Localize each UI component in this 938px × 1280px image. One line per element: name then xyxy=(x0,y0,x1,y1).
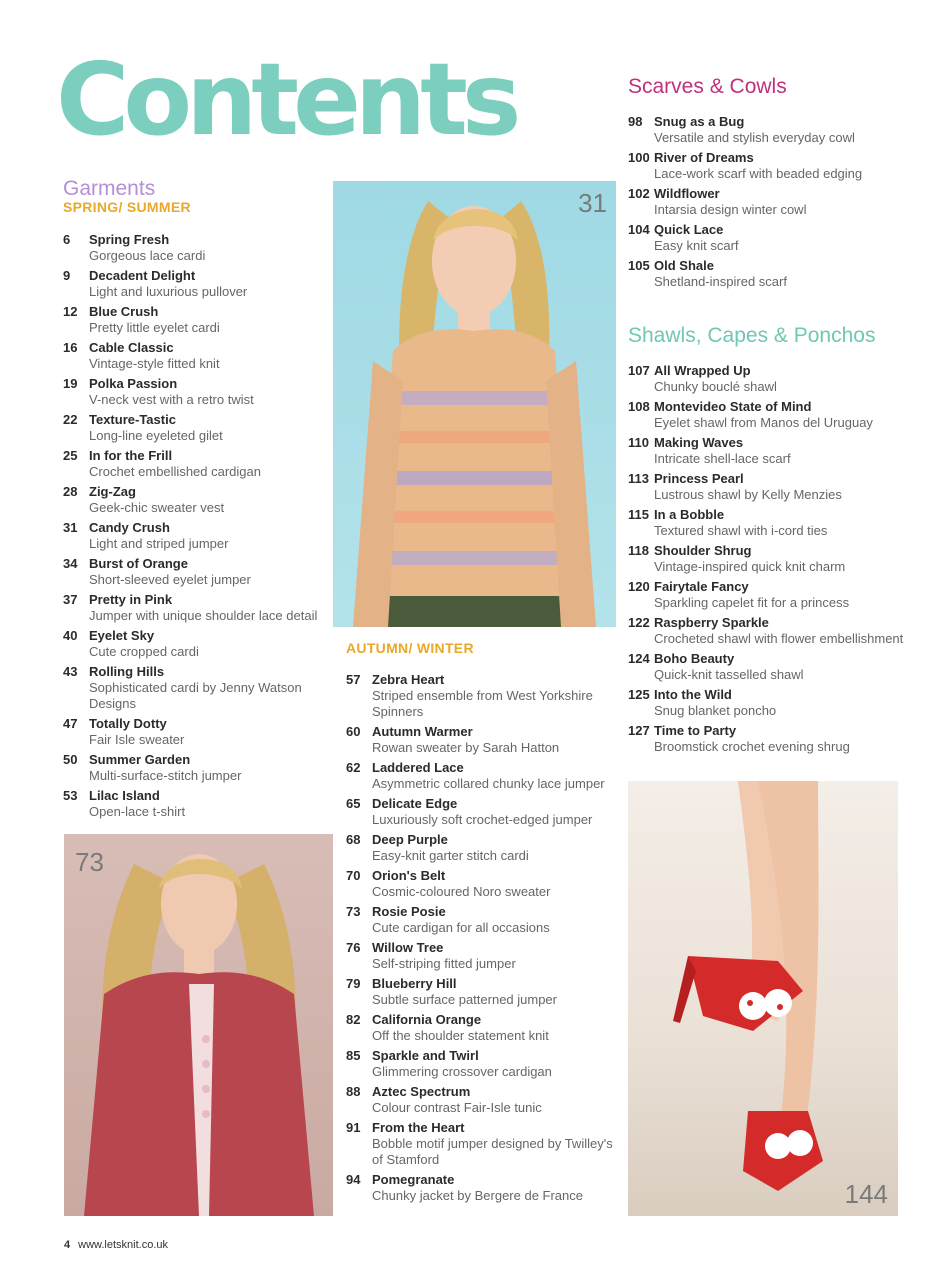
entry-page-number: 98 xyxy=(628,114,643,129)
entry-page-number: 65 xyxy=(346,796,361,811)
contents-entry[interactable] xyxy=(63,376,333,408)
entry-page-number: 57 xyxy=(346,672,361,687)
entry-page-number: 94 xyxy=(346,1172,361,1187)
contents-entry[interactable] xyxy=(346,1172,621,1204)
contents-entry[interactable] xyxy=(346,760,621,792)
contents-entry[interactable] xyxy=(63,412,333,444)
contents-entry[interactable] xyxy=(628,114,928,146)
contents-entry[interactable] xyxy=(346,1048,621,1080)
entry-description: Pretty little eyelet cardi xyxy=(89,320,220,335)
spring-summer-list xyxy=(63,232,333,824)
entry-page-number: 124 xyxy=(628,651,650,666)
entry-title: Sparkle and Twirl xyxy=(372,1048,479,1063)
contents-entry[interactable] xyxy=(346,724,621,756)
entry-description: Easy knit scarf xyxy=(654,238,739,253)
entry-title: Old Shale xyxy=(654,258,714,273)
entry-title: From the Heart xyxy=(372,1120,465,1135)
contents-entry[interactable] xyxy=(63,304,333,336)
entry-page-number: 127 xyxy=(628,723,650,738)
scarves-cowls-heading: Scarves & Cowls xyxy=(628,75,787,98)
entry-page-number: 28 xyxy=(63,484,78,499)
entry-page-number: 70 xyxy=(346,868,361,883)
contents-entry[interactable] xyxy=(63,788,333,820)
model-cardigan-illustration xyxy=(64,834,333,1216)
garments-heading: Garments xyxy=(63,177,156,200)
entry-page-number: 125 xyxy=(628,687,650,702)
entry-description: Light and striped jumper xyxy=(89,536,229,551)
entry-page-number: 118 xyxy=(628,543,649,558)
entry-description: Lustrous shawl by Kelly Menzies xyxy=(654,487,842,502)
entry-title: Pomegranate xyxy=(372,1172,455,1187)
contents-entry[interactable] xyxy=(63,592,333,624)
entry-title: Blue Crush xyxy=(89,304,159,319)
entry-page-number: 62 xyxy=(346,760,361,775)
scarves-cowls-list xyxy=(628,114,928,294)
entry-title: Wildflower xyxy=(654,186,720,201)
entry-page-number: 110 xyxy=(628,435,649,450)
entry-title: Pretty in Pink xyxy=(89,592,173,607)
photo-candy-crush xyxy=(333,181,616,627)
contents-entry[interactable] xyxy=(63,556,333,588)
entry-title: Rosie Posie xyxy=(372,904,446,919)
contents-entry[interactable] xyxy=(628,615,928,647)
entry-description: Sophisticated cardi by Jenny Watson Designs xyxy=(89,680,302,711)
contents-entry[interactable] xyxy=(628,435,928,467)
entry-page-number: 37 xyxy=(63,592,78,607)
entry-description: Colour contrast Fair-Isle tunic xyxy=(372,1100,542,1115)
contents-entry[interactable] xyxy=(628,222,928,254)
entry-description: Cosmic-coloured Noro sweater xyxy=(372,884,551,899)
entry-description: Open-lace t-shirt xyxy=(89,804,186,819)
entry-title: Totally Dotty xyxy=(89,716,167,731)
entry-page-number: 25 xyxy=(63,448,78,463)
contents-entry[interactable] xyxy=(63,520,333,552)
entry-description: Geek-chic sweater vest xyxy=(89,500,225,515)
entry-description: Intarsia design winter cowl xyxy=(654,202,807,217)
entry-page-number: 60 xyxy=(346,724,361,739)
entry-description: Fair Isle sweater xyxy=(89,732,185,747)
spring-summer-subheading: SPRING/ SUMMER xyxy=(63,199,191,215)
entry-page-number: 73 xyxy=(346,904,361,919)
entry-title: Into the Wild xyxy=(654,687,732,702)
shawls-capes-ponchos-list xyxy=(628,363,928,759)
contents-entry[interactable] xyxy=(628,471,928,503)
entry-title: Princess Pearl xyxy=(654,471,744,486)
entry-description: Jumper with unique shoulder lace detail xyxy=(89,608,318,623)
contents-entry[interactable] xyxy=(628,723,928,755)
entry-title: Shoulder Shrug xyxy=(654,543,752,558)
entry-description: Textured shawl with i-cord ties xyxy=(654,523,828,538)
contents-entry[interactable] xyxy=(628,186,928,218)
entry-title: Cable Classic xyxy=(89,340,174,355)
entry-title: Polka Passion xyxy=(89,376,178,391)
contents-entry[interactable] xyxy=(628,258,928,290)
entry-description: Gorgeous lace cardi xyxy=(89,248,206,263)
contents-entry[interactable] xyxy=(63,484,333,516)
entry-title: Snug as a Bug xyxy=(654,114,745,129)
contents-entry[interactable] xyxy=(628,150,928,182)
entry-description: Off the shoulder statement knit xyxy=(372,1028,549,1043)
entry-description: Quick-knit tasselled shawl xyxy=(654,667,804,682)
entry-description: Rowan sweater by Sarah Hatton xyxy=(372,740,560,755)
entry-title: In a Bobble xyxy=(654,507,725,522)
entry-title: Candy Crush xyxy=(89,520,170,535)
entry-page-number: 40 xyxy=(63,628,78,643)
model-sweater-illustration xyxy=(333,181,616,627)
contents-entry[interactable] xyxy=(63,628,333,660)
entry-page-number: 47 xyxy=(63,716,78,731)
entry-title: Boho Beauty xyxy=(654,651,735,666)
entry-description: Cute cropped cardi xyxy=(89,644,199,659)
photo-page-number: 73 xyxy=(75,847,104,877)
entry-description: Versatile and stylish everyday cowl xyxy=(654,130,855,145)
contents-entry[interactable] xyxy=(346,1084,621,1116)
entry-title: Delicate Edge xyxy=(372,796,458,811)
entry-description: Eyelet shawl from Manos del Uruguay xyxy=(654,415,873,430)
photo-page-number: 144 xyxy=(844,1179,888,1209)
contents-entry[interactable] xyxy=(346,672,621,720)
entry-page-number: 12 xyxy=(63,304,78,319)
entry-title: Deep Purple xyxy=(372,832,448,847)
contents-entry[interactable] xyxy=(346,832,621,864)
entry-page-number: 88 xyxy=(346,1084,361,1099)
entry-description: Long-line eyeleted gilet xyxy=(89,428,223,443)
photo-shoe-clips xyxy=(628,781,898,1216)
contents-entry[interactable] xyxy=(346,868,621,900)
entry-page-number: 120 xyxy=(628,579,650,594)
entry-title: Quick Lace xyxy=(654,222,724,237)
entry-title: Spring Fresh xyxy=(89,232,170,247)
entry-title: Summer Garden xyxy=(89,752,191,767)
entry-page-number: 107 xyxy=(628,363,650,378)
entry-title: Aztec Spectrum xyxy=(372,1084,471,1099)
contents-entry[interactable] xyxy=(63,716,333,748)
contents-entry[interactable] xyxy=(346,940,621,972)
entry-page-number: 113 xyxy=(628,471,649,486)
entry-page-number: 122 xyxy=(628,615,650,630)
contents-entry[interactable] xyxy=(63,448,333,480)
entry-description: Sparkling capelet fit for a princess xyxy=(654,595,850,610)
footer xyxy=(64,1239,168,1251)
entry-page-number: 82 xyxy=(346,1012,361,1027)
entry-description: V-neck vest with a retro twist xyxy=(89,392,254,407)
website-url[interactable]: www.letsknit.co.uk xyxy=(78,1239,168,1251)
entry-page-number: 79 xyxy=(346,976,361,991)
entry-page-number: 19 xyxy=(63,376,78,391)
entry-page-number: 31 xyxy=(63,520,78,535)
entry-description: Chunky bouclé shawl xyxy=(654,379,777,394)
entry-title: Rolling Hills xyxy=(89,664,165,679)
entry-title: Decadent Delight xyxy=(89,268,196,283)
entry-description: Shetland-inspired scarf xyxy=(654,274,787,289)
entry-page-number: 105 xyxy=(628,258,650,273)
entry-title: Raspberry Sparkle xyxy=(654,615,769,630)
entry-page-number: 43 xyxy=(63,664,78,679)
entry-title: Zebra Heart xyxy=(372,672,445,687)
entry-title: In for the Frill xyxy=(89,448,173,463)
entry-description: Bobble motif jumper designed by Twilley's of Stamford xyxy=(372,1136,613,1167)
shawls-capes-ponchos-heading: Shawls, Capes & Ponchos xyxy=(628,324,876,347)
entry-description: Lace-work scarf with beaded edging xyxy=(654,166,863,181)
entry-title: Time to Party xyxy=(654,723,737,738)
entry-description: Chunky jacket by Bergere de France xyxy=(372,1188,583,1203)
entry-title: Making Waves xyxy=(654,435,744,450)
entry-title: Fairytale Fancy xyxy=(654,579,749,594)
contents-entry[interactable] xyxy=(63,268,333,300)
contents-entry[interactable] xyxy=(346,1012,621,1044)
entry-title: River of Dreams xyxy=(654,150,754,165)
entry-title: California Orange xyxy=(372,1012,482,1027)
entry-title: Blueberry Hill xyxy=(372,976,457,991)
contents-entry[interactable] xyxy=(63,232,333,264)
entry-description: Subtle surface patterned jumper xyxy=(372,992,557,1007)
entry-title: Laddered Lace xyxy=(372,760,464,775)
entry-page-number: 68 xyxy=(346,832,361,847)
entry-description: Crochet embellished cardigan xyxy=(89,464,261,479)
entry-description: Multi-surface-stitch jumper xyxy=(89,768,242,783)
contents-entry[interactable] xyxy=(346,1120,621,1168)
entry-description: Self-striping fitted jumper xyxy=(372,956,516,971)
entry-description: Snug blanket poncho xyxy=(654,703,777,718)
page-number: 4 xyxy=(64,1239,71,1251)
photo-page-number: 31 xyxy=(578,188,607,218)
entry-description: Luxuriously soft crochet-edged jumper xyxy=(372,812,593,827)
contents-entry[interactable] xyxy=(346,796,621,828)
entry-page-number: 100 xyxy=(628,150,650,165)
entry-description: Asymmetric collared chunky lace jumper xyxy=(372,776,605,791)
entry-description: Broomstick crochet evening shrug xyxy=(654,739,850,754)
contents-entry[interactable] xyxy=(346,904,621,936)
page-title: Contents xyxy=(56,41,516,158)
entry-title: Lilac Island xyxy=(89,788,160,803)
entry-description: Crocheted shawl with flower embellishment xyxy=(654,631,904,646)
entry-title: Eyelet Sky xyxy=(89,628,155,643)
entry-title: Willow Tree xyxy=(372,940,444,955)
entry-description: Cute cardigan for all occasions xyxy=(372,920,550,935)
entry-description: Striped ensemble from West Yorkshire Spinners xyxy=(372,688,593,719)
contents-entry[interactable] xyxy=(63,664,333,712)
entry-page-number: 102 xyxy=(628,186,650,201)
autumn-winter-list xyxy=(346,672,621,1208)
entry-page-number: 76 xyxy=(346,940,361,955)
entry-description: Short-sleeved eyelet jumper xyxy=(89,572,251,587)
entry-title: Texture-Tastic xyxy=(89,412,176,427)
entry-page-number: 22 xyxy=(63,412,78,427)
entry-page-number: 108 xyxy=(628,399,650,414)
entry-page-number: 104 xyxy=(628,222,650,237)
entry-page-number: 9 xyxy=(63,268,71,283)
entry-description: Glimmering crossover cardigan xyxy=(372,1064,552,1079)
entry-title: Burst of Orange xyxy=(89,556,188,571)
entry-description: Vintage-inspired quick knit charm xyxy=(654,559,846,574)
contents-entry[interactable] xyxy=(63,752,333,784)
entry-title: Montevideo State of Mind xyxy=(654,399,812,414)
entry-page-number: 115 xyxy=(628,507,649,522)
contents-entry[interactable] xyxy=(628,651,928,683)
contents-entry[interactable] xyxy=(63,340,333,372)
contents-entry[interactable] xyxy=(346,976,621,1008)
red-shoes-illustration xyxy=(628,781,898,1216)
entry-description: Easy-knit garter stitch cardi xyxy=(372,848,529,863)
entry-title: All Wrapped Up xyxy=(654,363,751,378)
entry-page-number: 91 xyxy=(346,1120,361,1135)
entry-page-number: 50 xyxy=(63,752,78,767)
contents-entry[interactable] xyxy=(628,507,928,539)
entry-description: Intricate shell-lace scarf xyxy=(654,451,791,466)
autumn-winter-subheading: AUTUMN/ WINTER xyxy=(346,640,474,656)
contents-entry[interactable] xyxy=(628,687,928,719)
entry-page-number: 85 xyxy=(346,1048,361,1063)
contents-entry[interactable] xyxy=(628,543,928,575)
contents-entry[interactable] xyxy=(628,363,928,395)
entry-title: Autumn Warmer xyxy=(372,724,473,739)
entry-page-number: 53 xyxy=(63,788,78,803)
entry-title: Zig-Zag xyxy=(89,484,136,499)
entry-page-number: 34 xyxy=(63,556,78,571)
contents-entry[interactable] xyxy=(628,579,928,611)
photo-rosie-posie xyxy=(64,834,333,1216)
entry-description: Light and luxurious pullover xyxy=(89,284,248,299)
entry-page-number: 6 xyxy=(63,232,71,247)
entry-page-number: 16 xyxy=(63,340,78,355)
entry-description: Vintage-style fitted knit xyxy=(89,356,220,371)
entry-title: Orion's Belt xyxy=(372,868,446,883)
contents-entry[interactable] xyxy=(628,399,928,431)
